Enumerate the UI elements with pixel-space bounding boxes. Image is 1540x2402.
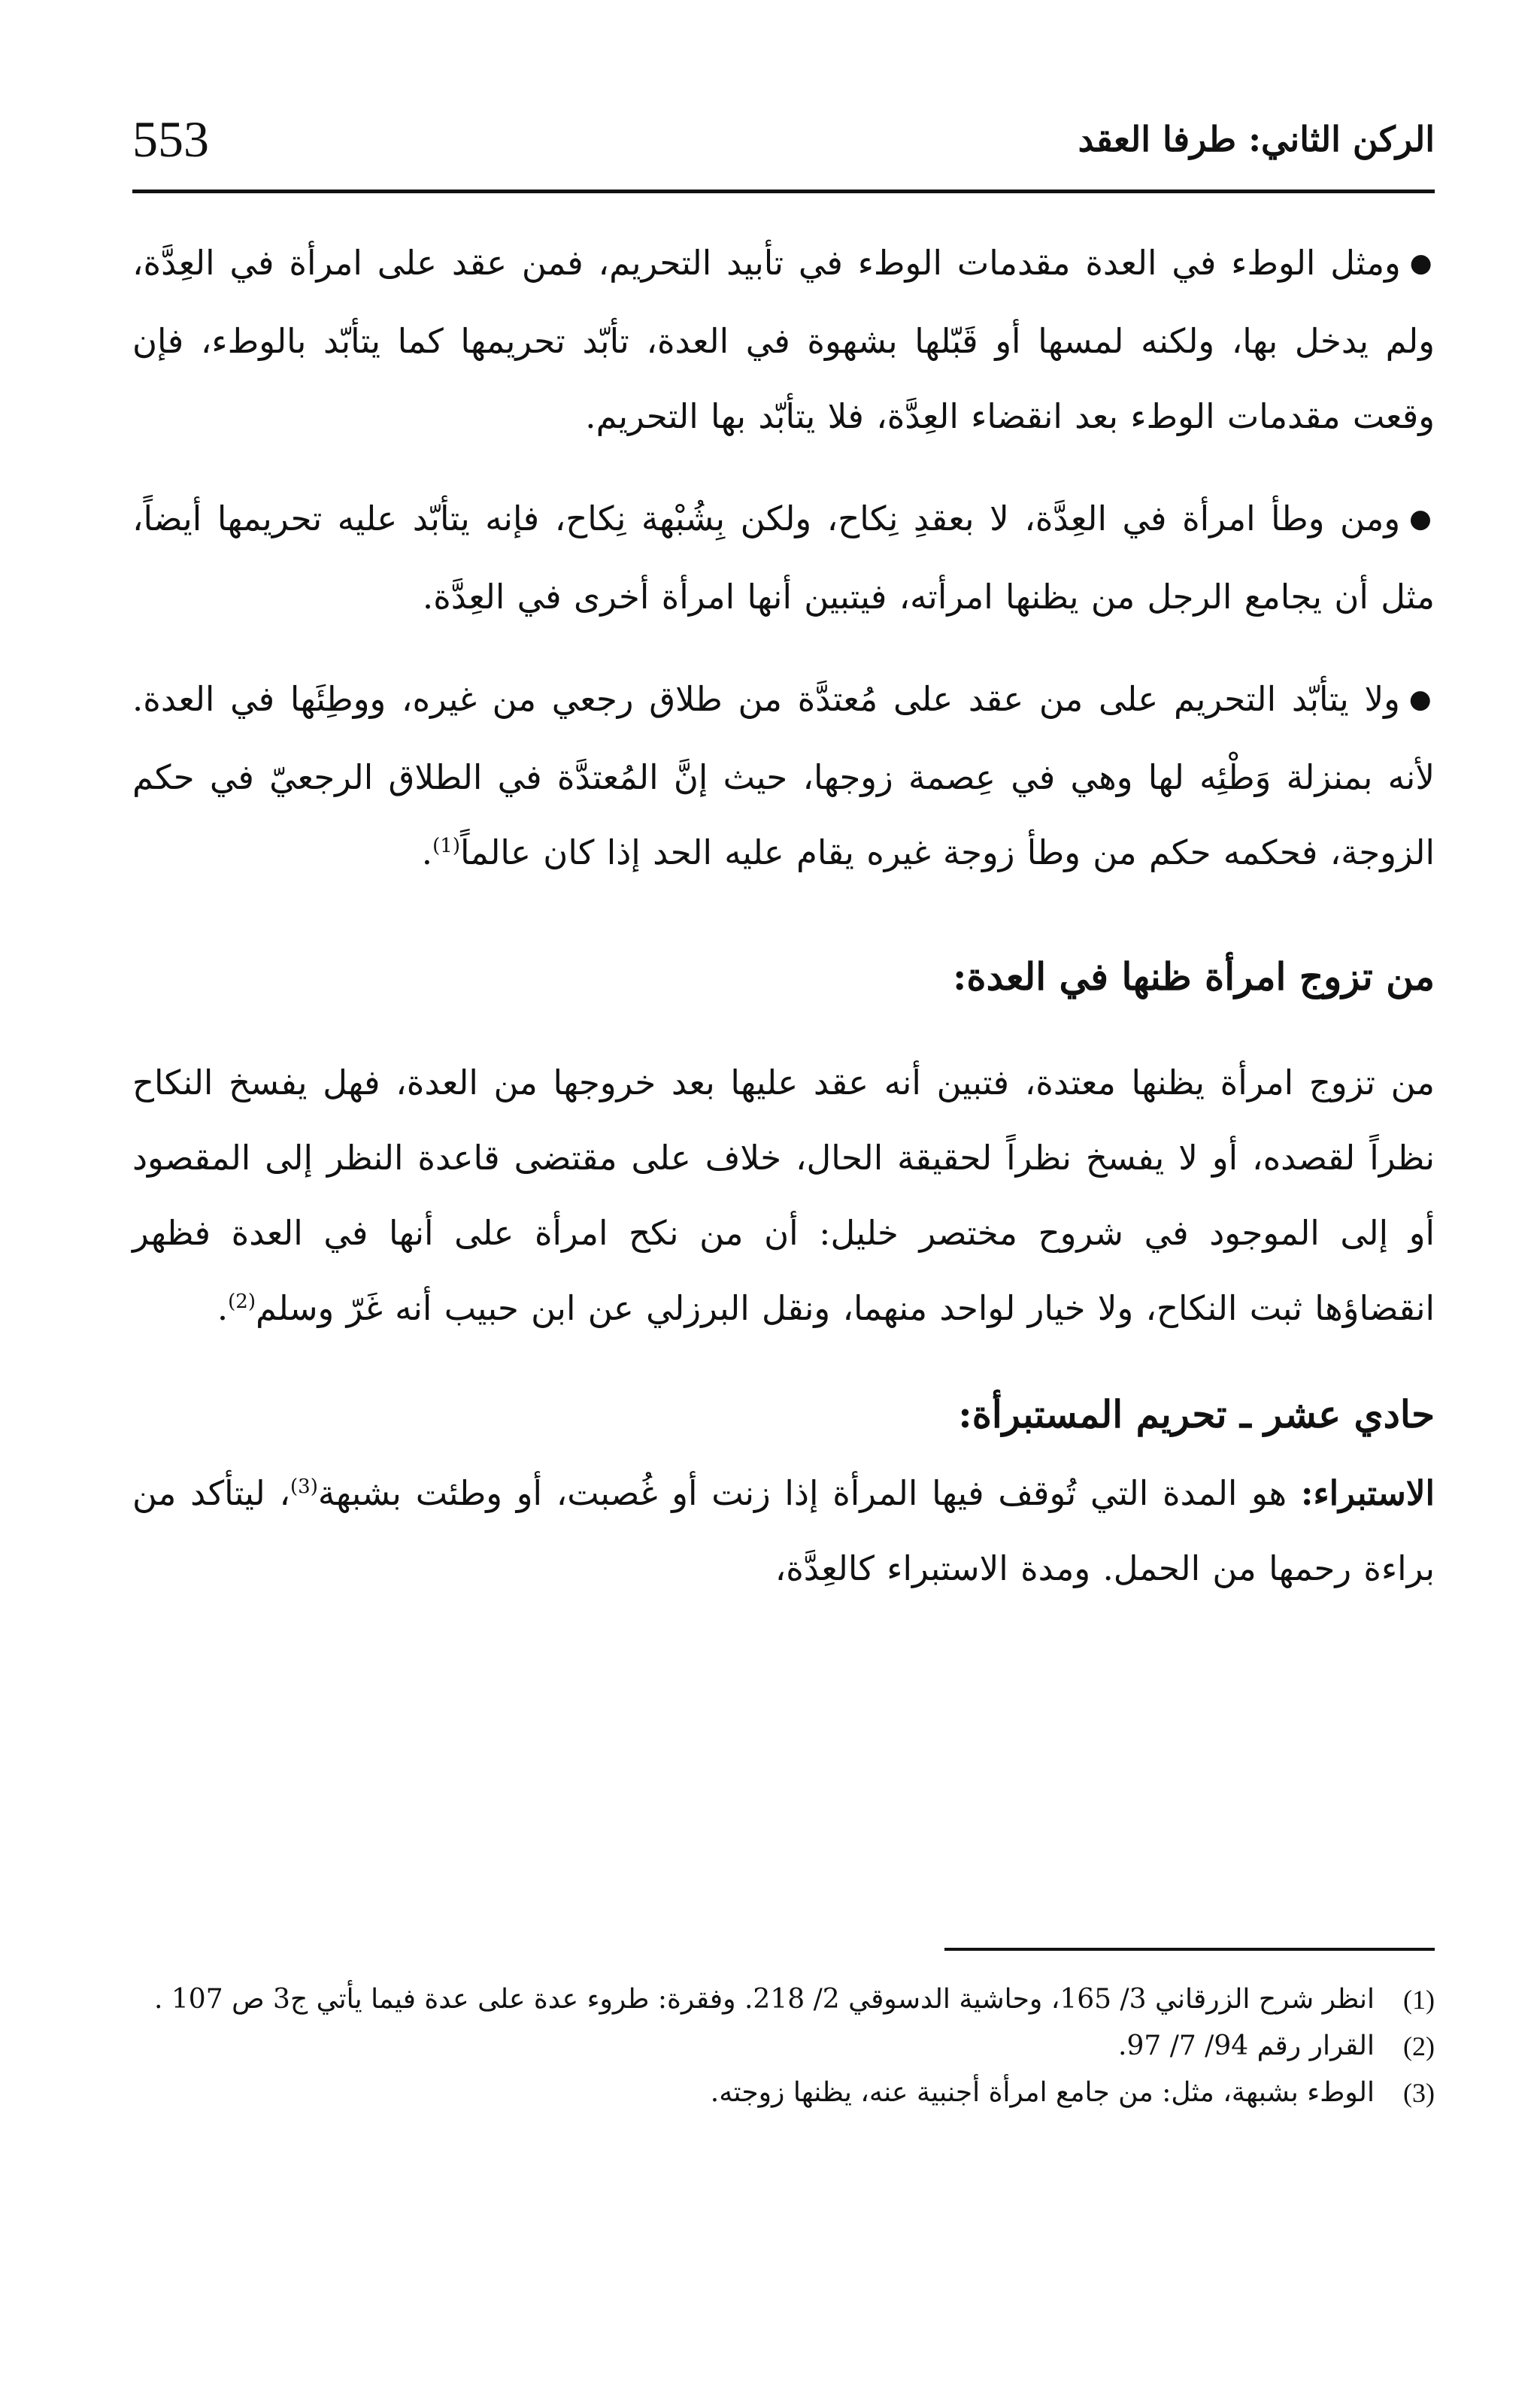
header-divider — [132, 190, 1435, 193]
spacer — [132, 890, 1435, 936]
spacer — [132, 1018, 1435, 1045]
paragraph-1-text: ومثل الوطء في العدة مقدمات الوطء في تأبيد التحريم، فمن عقد على امرأة في العِدَّة، ولم يدخل بها، ولكنه لمسها أو قَبّلها بشهوة في العدة، تأبّد تحريمها كما يتأبّد بالوطء، فإن وقعت مقدمات الوطء بعد انقضاء العِدَّة، فلا يتأبّد بها التحريم. — [132, 243, 1435, 436]
footnote-1 — [132, 1976, 1435, 2023]
footnote-3 — [132, 2070, 1435, 2116]
section-heading-istibra: حادي عشر ـ تحريم المستبرأة: — [958, 1392, 1435, 1436]
spacer — [132, 454, 1435, 481]
paragraph-4-text: من تزوج امرأة يظنها معتدة، فتبين أنه عقد عليها بعد خروجها من العدة، فهل يفسخ النكاح نظراً لقصده، أو لا يفسخ نظراً لحقيقة الحال، خلاف على مقتضى قاعدة النظر إلى المقصود أو إلى الموجود في شروح مختصر خليل: أن من نكح امرأة على أنها في العدة فظهر انقضاؤها ثبت النكاح، ولا خيار لواحد منهما، ونقل البرزلي عن ابن حبيب أنه غَرّ وسلم — [132, 1063, 1435, 1328]
bullet-icon: ● — [1408, 684, 1435, 714]
spacer — [132, 635, 1435, 662]
footnote-marker-1[interactable]: (1) — [432, 835, 460, 857]
paragraph-5-text-b: ، ليتأكد من براءة رحمها من الحمل. ومدة الاستبراء كالعِدَّة، — [132, 1473, 1435, 1588]
footnote-marker-3[interactable]: (3) — [290, 1475, 318, 1498]
footnote-2 — [132, 2023, 1435, 2070]
footnote-marker-2[interactable]: (2) — [228, 1290, 256, 1313]
paragraph-2 — [132, 481, 1435, 635]
paragraph-4-end: . — [217, 1288, 229, 1328]
footnote-number: (1) — [1403, 1985, 1435, 2015]
spacer — [132, 1346, 1435, 1373]
footnote-text: انظر شرح الزرقاني 3/ 165، وحاشية الدسوقي 2/ 218. وفقرة: طروء عدة على عدة فيما يأتي ج3 ص 107 . — [154, 1984, 1375, 2015]
running-title: الركن الثاني: طرفا العقد — [1078, 119, 1435, 159]
footnote-text: القرار رقم 94/ 7/ 97. — [1117, 2030, 1375, 2061]
page-number: 553 — [132, 111, 209, 168]
paragraph-3-end: . — [421, 833, 433, 872]
paragraph-5-text-a: هو المدة التي تُوقف فيها المرأة إذا زنت أو غُصبت، أو وطئت بشبهة — [317, 1473, 1301, 1513]
term-istibra: الاستبراء: — [1300, 1473, 1435, 1513]
main-text — [132, 226, 1435, 1606]
paragraph-3-text: ولا يتأبّد التحريم على من عقد على مُعتدَّة من طلاق رجعي من غيره، ووطِئَها في العدة. لأنه بمنزلة وَطْئِه لها وهي في عِصمة زوجها، حيث إنَّ المُعتدَّة في الطلاق الرجعيّ في حكم الزوجة، فحكمه حكم من وطأ زوجة غيره يقام عليه الحد إذا كان عالماً — [132, 679, 1435, 872]
bullet-icon: ● — [1409, 504, 1435, 534]
page-header — [132, 98, 1435, 187]
footnote-divider — [944, 1948, 1435, 1951]
paragraph-2-text: ومن وطأ امرأة في العِدَّة، لا بعقدِ نِكاح، ولكن بِشُبْهة نِكاح، فإنه يتأبّد عليه تحريمها أيضاً، مثل أن يجامع الرجل من يظنها امرأته، فيتبين أنها امرأة أخرى في العِدَّة. — [132, 499, 1435, 617]
section-heading-mistaken-iddah: من تزوج امرأة ظنها في العدة: — [952, 954, 1435, 999]
paragraph-4 — [132, 1045, 1435, 1346]
paragraph-1 — [132, 226, 1435, 454]
paragraph-3 — [132, 662, 1435, 890]
paragraph-5 — [132, 1456, 1435, 1606]
bullet-icon: ● — [1409, 248, 1435, 278]
footnote-number: (2) — [1403, 2031, 1435, 2061]
footnote-number: (3) — [1403, 2078, 1435, 2108]
footnote-text: الوطء بشبهة، مثل: من جامع امرأة أجنبية عنه، يظنها زوجته. — [710, 2077, 1375, 2108]
footnotes — [132, 1976, 1435, 2116]
